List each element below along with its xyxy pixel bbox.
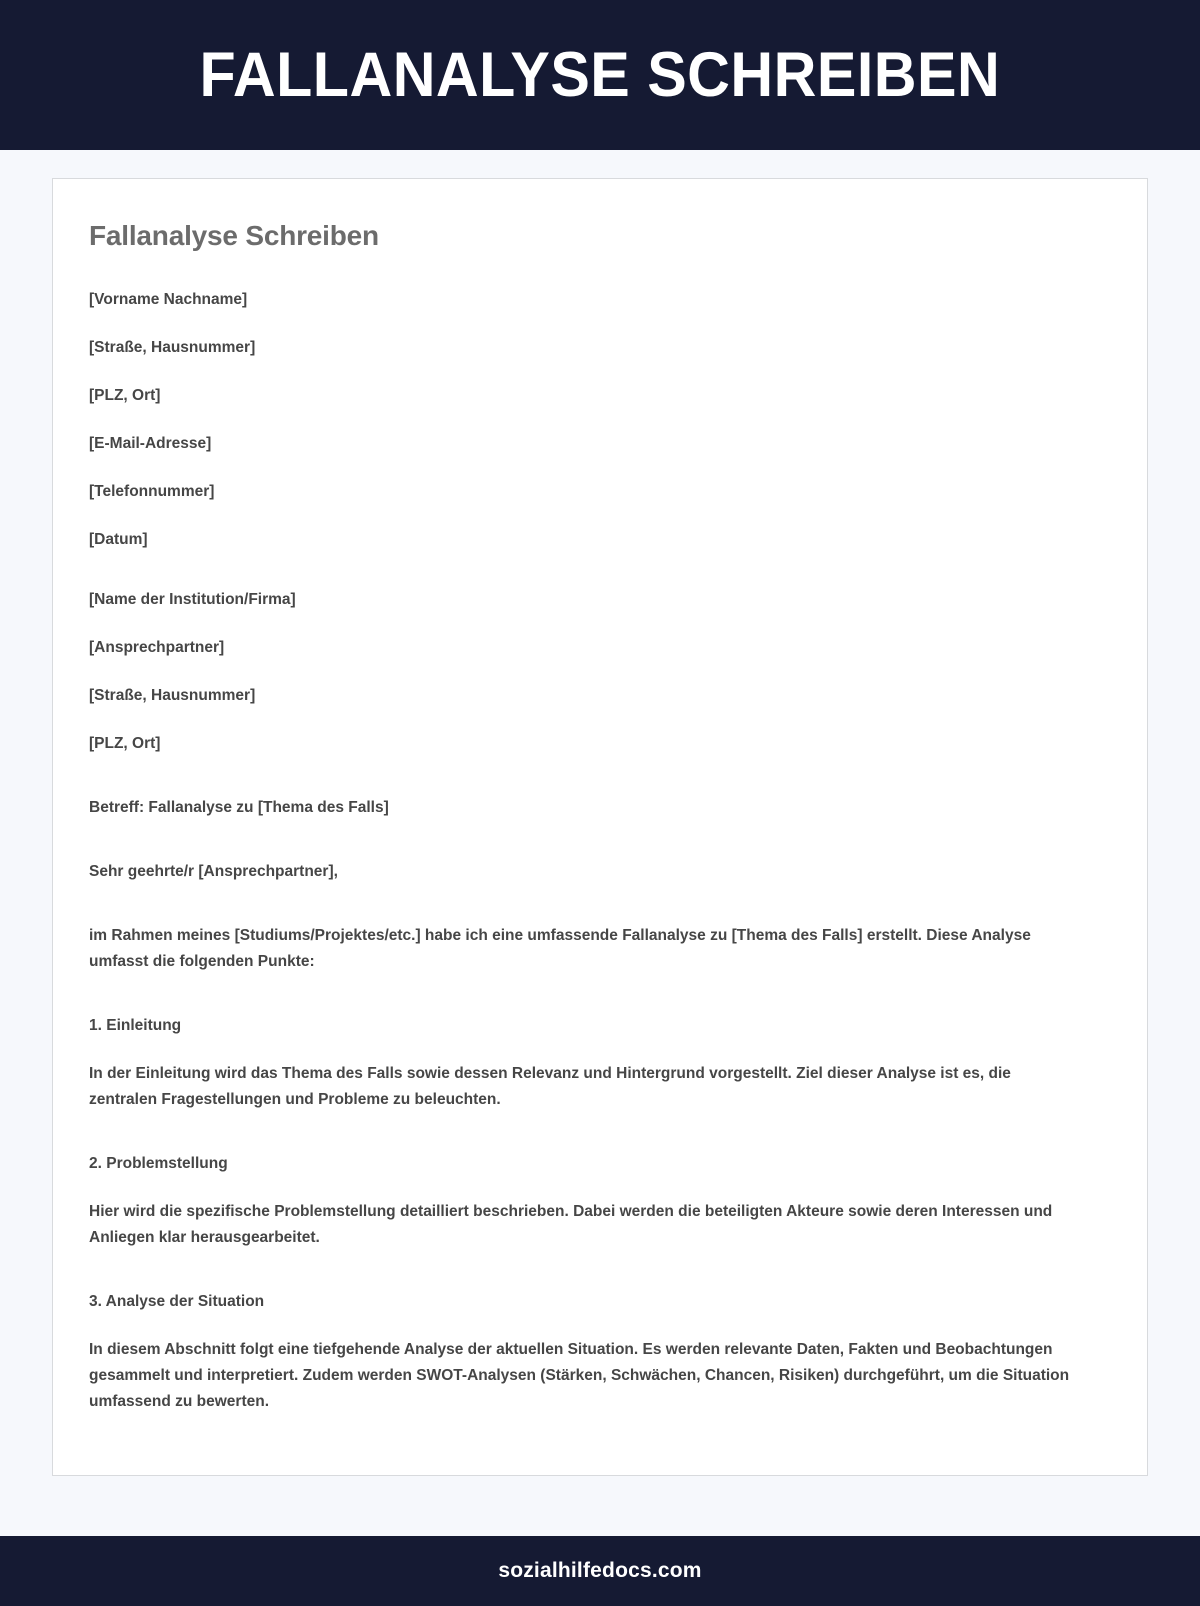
sender-name: [Vorname Nachname] (89, 290, 248, 308)
page-header-banner (0, 0, 1200, 150)
page-body (0, 150, 1200, 1476)
salutation: Sehr geehrte/r [Ansprechpartner], (89, 862, 338, 880)
subject-line: Betreff: Fallanalyse zu [Thema des Falls] (89, 798, 389, 816)
recipient-street: [Straße, Hausnummer] (89, 686, 256, 704)
section-heading-1: 1. Einleitung (89, 1016, 182, 1034)
intro-paragraph: im Rahmen meines [Studiums/Projektes/etc.] habe ich eine umfassende Fallanalyse zu [Thema des Falls] erstellt. Diese Analyse umfasst die folgenden Punkte: (89, 926, 1031, 970)
recipient-city: [PLZ, Ort] (89, 734, 161, 752)
recipient-contact: [Ansprechpartner] (89, 638, 225, 656)
footer-site-name: sozialhilfedocs.com (498, 1558, 702, 1582)
sender-email: [E-Mail-Adresse] (89, 434, 212, 452)
section-body-3: In diesem Abschnitt folgt eine tiefgehende Analyse der aktuellen Situation. Es werden relevante Daten, Fakten und Beobachtungen gesammelt und interpretiert. Zudem werden SWOT-Analysen (Stärken, Schwächen, Chancen, Risiken) durchgeführt, um die Situation umfassend zu bewerten. (89, 1340, 1070, 1410)
sender-phone: [Telefonnummer] (89, 482, 215, 500)
recipient-institution: [Name der Institution/Firma] (89, 590, 296, 608)
section-heading-3: 3. Analyse der Situation (89, 1292, 265, 1310)
document-title: Fallanalyse Schreiben (89, 220, 379, 251)
sender-street: [Straße, Hausnummer] (89, 338, 256, 356)
section-heading-2: 2. Problemstellung (89, 1154, 228, 1172)
document-card (52, 178, 1148, 1476)
section-body-1: In der Einleitung wird das Thema des Falls sowie dessen Relevanz und Hintergrund vorgestellt. Ziel dieser Analyse ist es, die zentralen Fragestellungen und Probleme zu beleuchten. (89, 1064, 1011, 1108)
page-footer (0, 1536, 1200, 1606)
document-date: [Datum] (89, 530, 148, 548)
sender-city: [PLZ, Ort] (89, 386, 161, 404)
page-title: FALLANALYSE SCHREIBEN (199, 39, 1001, 110)
section-body-2: Hier wird die spezifische Problemstellung detailliert beschrieben. Dabei werden die beteiligten Akteure sowie deren Interessen und Anliegen klar herausgearbeitet. (89, 1202, 1053, 1246)
